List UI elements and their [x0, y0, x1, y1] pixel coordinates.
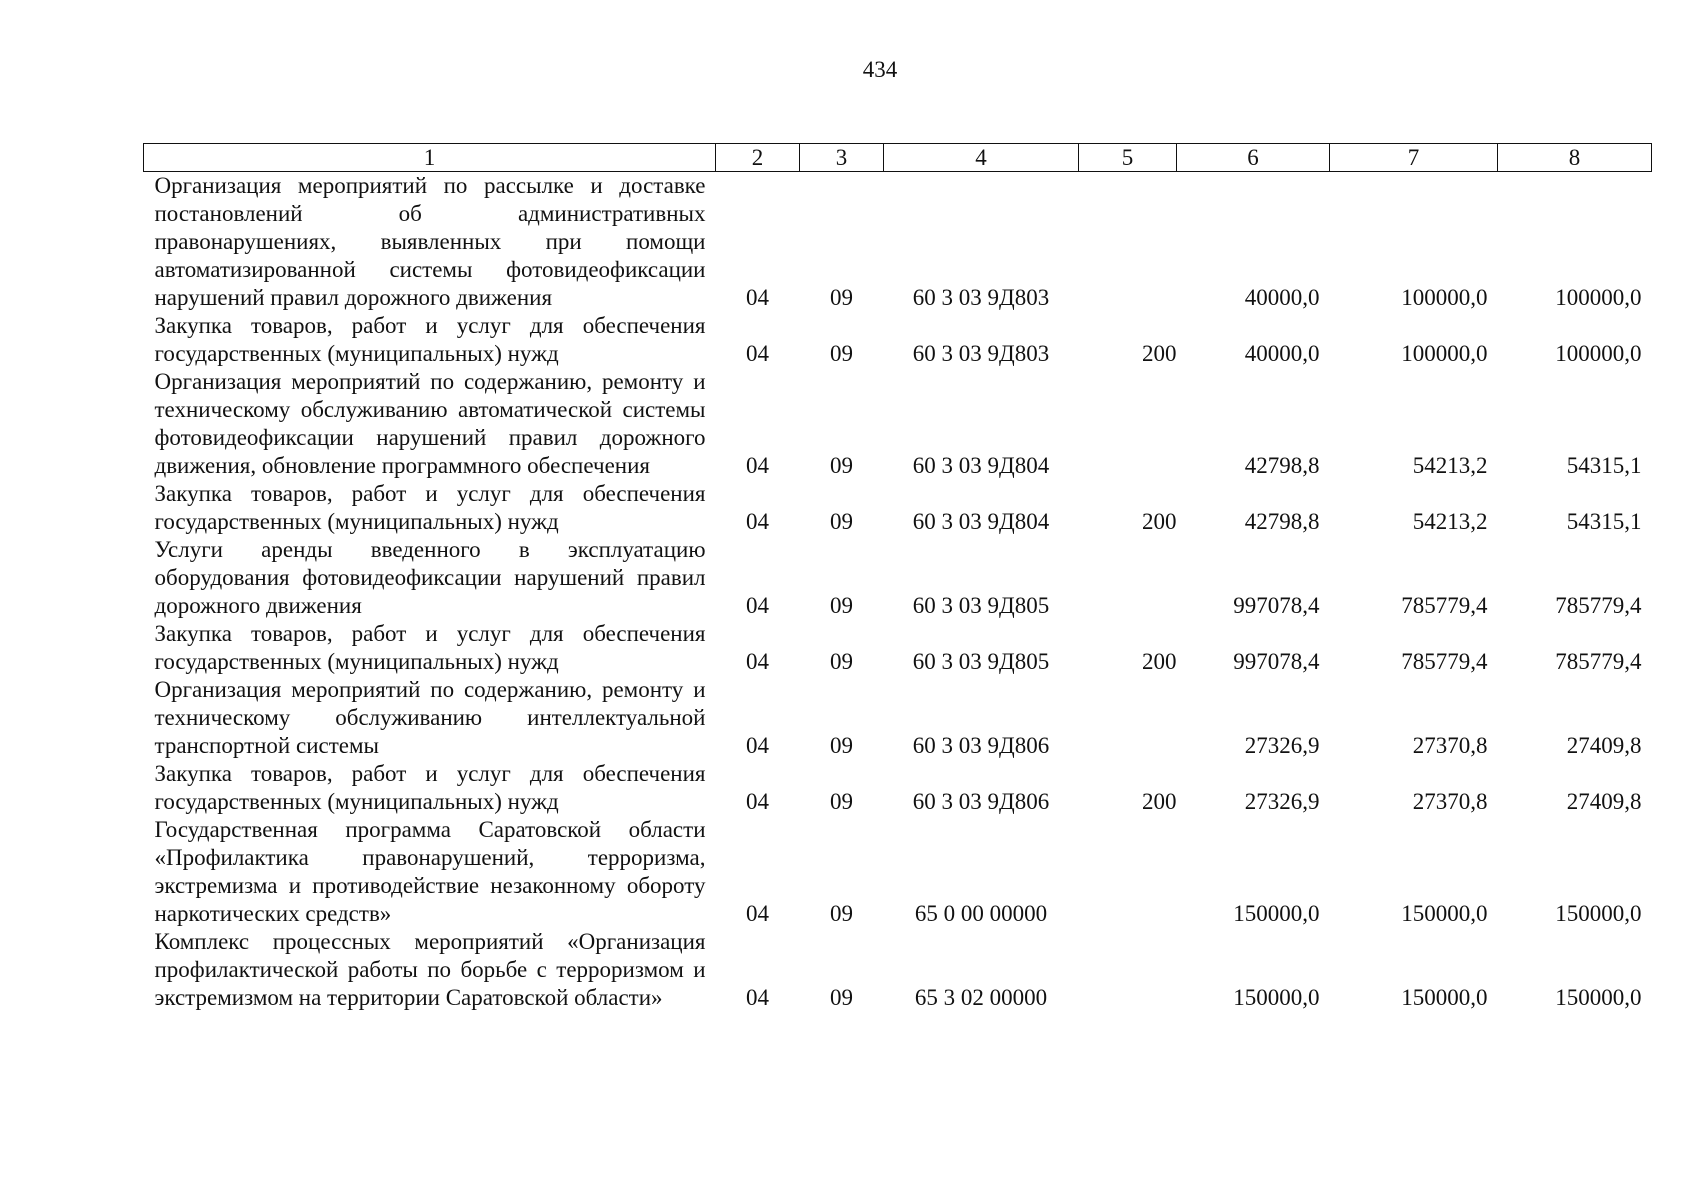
row-name: Услуги аренды введенного в эксплуатацию оборудования фотовидеофиксации нарушений правил дорожного движения [154, 537, 706, 618]
table-row [144, 536, 1652, 620]
column-header-5: 5 [1079, 144, 1177, 172]
row-value-col8: 27409,8 [1566, 733, 1642, 758]
row-name: Организация мероприятий по содержанию, ремонту и техническому обслуживанию интеллектуальной транспортной системы [154, 677, 706, 758]
table-row [144, 816, 1652, 928]
column-header-6: 6 [1177, 144, 1330, 172]
row-value-col6: 42798,8 [1244, 509, 1320, 534]
row-value-col7: 100000,0 [1401, 341, 1488, 366]
row-expense-type [1079, 816, 1177, 928]
row-name: Закупка товаров, работ и услуг для обеспечения государственных (муниципальных) нужд [154, 761, 706, 814]
row-target-code: 60 3 03 9Д804 [912, 509, 1050, 534]
row-value-col6: 27326,9 [1244, 789, 1320, 814]
row-target-code: 60 3 03 9Д803 [912, 341, 1050, 366]
table-row [144, 312, 1652, 368]
row-value-col8: 100000,0 [1555, 341, 1642, 366]
row-value-col8: 150000,0 [1555, 985, 1642, 1010]
row-value-col8: 54315,1 [1566, 509, 1642, 534]
row-target-code: 60 3 03 9Д805 [912, 593, 1050, 618]
column-header-3: 3 [800, 144, 884, 172]
row-name: Организация мероприятий по рассылке и доставке постановлений об административных правонарушениях, выявленных при помощи автоматизированной системы фотовидеофиксации нарушений правил дорожного движения [154, 173, 706, 310]
budget-table [143, 143, 1652, 1012]
table-header [144, 144, 1652, 172]
row-section: 04 [746, 453, 769, 478]
row-section: 04 [746, 789, 769, 814]
row-value-col6: 40000,0 [1244, 285, 1320, 310]
row-name: Закупка товаров, работ и услуг для обеспечения государственных (муниципальных) нужд [154, 621, 706, 674]
row-target-code: 60 3 03 9Д806 [912, 789, 1050, 814]
row-value-col7: 54213,2 [1412, 509, 1488, 534]
row-section: 04 [746, 649, 769, 674]
row-value-col6: 997078,4 [1233, 593, 1320, 618]
row-value-col6: 997078,4 [1233, 649, 1320, 674]
row-value-col7: 150000,0 [1401, 901, 1488, 926]
row-value-col7: 27370,8 [1412, 733, 1488, 758]
row-subsection: 09 [830, 341, 853, 366]
row-value-col6: 150000,0 [1233, 985, 1320, 1010]
row-section: 04 [746, 733, 769, 758]
row-value-col8: 785779,4 [1555, 593, 1642, 618]
row-section: 04 [746, 593, 769, 618]
row-name: Закупка товаров, работ и услуг для обеспечения государственных (муниципальных) нужд [154, 313, 706, 366]
row-name: Организация мероприятий по содержанию, ремонту и техническому обслуживанию автоматической системы фотовидеофиксации нарушений правил дорожного движения, обновление программного обеспечения [154, 369, 706, 478]
column-header-4: 4 [884, 144, 1079, 172]
row-value-col8: 27409,8 [1566, 789, 1642, 814]
row-subsection: 09 [830, 901, 853, 926]
table-row [144, 676, 1652, 760]
row-expense-type [1079, 172, 1177, 313]
row-subsection: 09 [830, 285, 853, 310]
table-body [144, 172, 1652, 1013]
row-target-code: 65 3 02 00000 [914, 985, 1048, 1010]
row-value-col6: 150000,0 [1233, 901, 1320, 926]
row-subsection: 09 [830, 453, 853, 478]
row-subsection: 09 [830, 733, 853, 758]
row-expense-type: 200 [1142, 789, 1177, 814]
row-expense-type [1079, 676, 1177, 760]
row-target-code: 65 0 00 00000 [914, 901, 1048, 926]
row-value-col7: 785779,4 [1401, 649, 1488, 674]
row-section: 04 [746, 901, 769, 926]
row-value-col6: 42798,8 [1244, 453, 1320, 478]
row-value-col8: 100000,0 [1555, 285, 1642, 310]
row-section: 04 [746, 509, 769, 534]
row-section: 04 [746, 341, 769, 366]
row-value-col8: 150000,0 [1555, 901, 1642, 926]
row-expense-type: 200 [1142, 341, 1177, 366]
row-expense-type: 200 [1142, 509, 1177, 534]
row-section: 04 [746, 985, 769, 1010]
row-expense-type [1079, 536, 1177, 620]
row-expense-type: 200 [1142, 649, 1177, 674]
row-name: Закупка товаров, работ и услуг для обеспечения государственных (муниципальных) нужд [154, 481, 706, 534]
column-header-8: 8 [1498, 144, 1652, 172]
table-row [144, 172, 1652, 313]
page-number: 434 [862, 57, 898, 82]
row-subsection: 09 [830, 649, 853, 674]
row-value-col7: 150000,0 [1401, 985, 1488, 1010]
column-header-1: 1 [144, 144, 716, 172]
row-subsection: 09 [830, 985, 853, 1010]
header-row [144, 144, 1652, 172]
row-value-col7: 100000,0 [1401, 285, 1488, 310]
row-name: Государственная программа Саратовской области «Профилактика правонарушений, терроризма, экстремизма и противодействие незаконному обороту наркотических средств» [154, 817, 706, 926]
row-target-code: 60 3 03 9Д803 [912, 285, 1050, 310]
row-expense-type [1079, 928, 1177, 1012]
table-row [144, 480, 1652, 536]
row-target-code: 60 3 03 9Д805 [912, 649, 1050, 674]
row-value-col7: 54213,2 [1412, 453, 1488, 478]
row-value-col6: 40000,0 [1244, 341, 1320, 366]
row-value-col7: 785779,4 [1401, 593, 1488, 618]
column-header-2: 2 [716, 144, 800, 172]
table-row [144, 760, 1652, 816]
table-row [144, 928, 1652, 1012]
column-header-7: 7 [1330, 144, 1498, 172]
row-section: 04 [746, 285, 769, 310]
row-subsection: 09 [830, 789, 853, 814]
row-name: Комплекс процессных мероприятий «Организация профилактической работы по борьбе с терроризмом и экстремизмом на территории Саратовской области» [154, 929, 706, 1010]
table-row [144, 620, 1652, 676]
row-subsection: 09 [830, 593, 853, 618]
row-target-code: 60 3 03 9Д804 [912, 453, 1050, 478]
row-value-col7: 27370,8 [1412, 789, 1488, 814]
row-value-col8: 54315,1 [1566, 453, 1642, 478]
row-value-col6: 27326,9 [1244, 733, 1320, 758]
row-target-code: 60 3 03 9Д806 [912, 733, 1050, 758]
table-row [144, 368, 1652, 480]
row-subsection: 09 [830, 509, 853, 534]
row-value-col8: 785779,4 [1555, 649, 1642, 674]
row-expense-type [1079, 368, 1177, 480]
